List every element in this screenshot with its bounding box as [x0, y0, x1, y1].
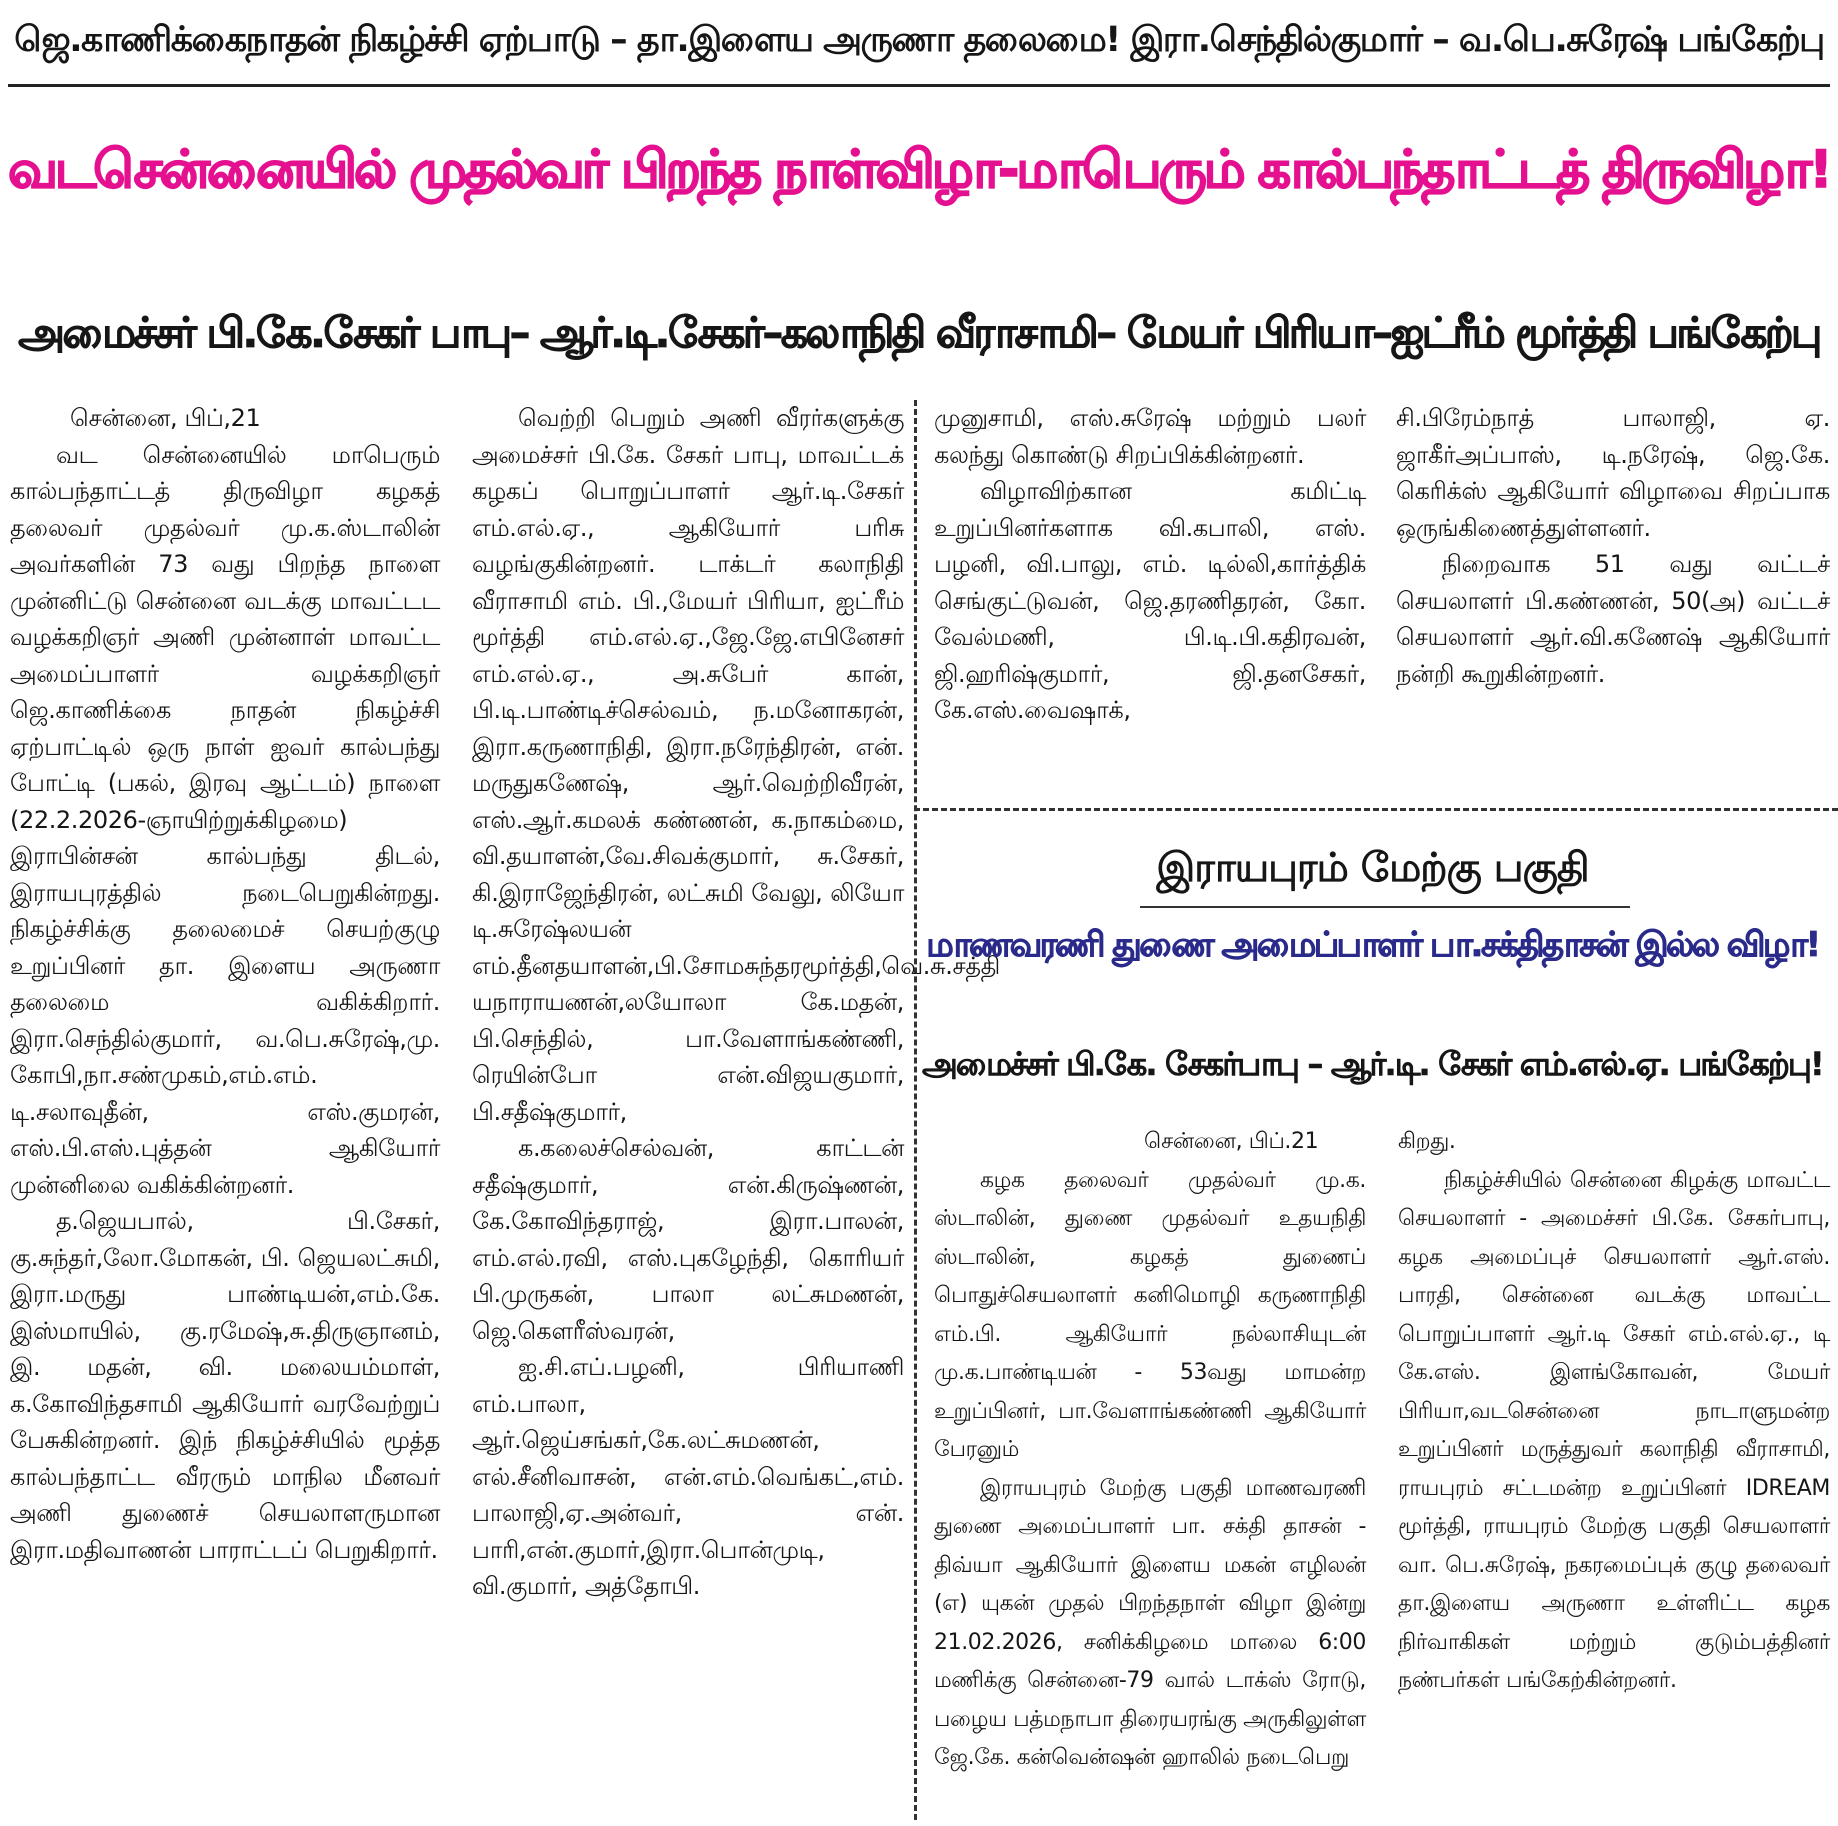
article2-column-2: [1398, 1123, 1830, 1701]
paragraph: முனுசாமி, எஸ்.சுரேஷ் மற்றும் பலர் கலந்து கொண்டு சிறப்பிக்கின்றனர்.: [934, 404, 1366, 469]
paragraph: த.ஜெயபால், பி.சேகர், கு.சுந்தர்,லோ.மோகன், பி. ஜெயலட்சுமி, இரா.மருது பாண்டியன்,எம்.கே. இஸ்மாயில், கு.ரமேஷ்,சு.திருஞானம், இ. மதன், வி. மலையம்மாள், க.கோவிந்தசாமி ஆகியோர் வரவேற்றுப் பேசுகின்றனர். இந் நிகழ்ச்சியில் மூத்த கால்பந்தாட்ட வீரரும் மாநில மீனவர் அணி துணைச் செயலாளருமான இரா.மதிவாணன் பாராட்டப் பெறுகிறார்.: [10, 1207, 440, 1564]
paragraph: விழாவிற்கான கமிட்டி உறுப்பினர்களாக வி.கபாலி, எஸ். பழனி, வி.பாலு, எம். டில்லி,கார்த்திக் செங்குட்டுவன், ஜெ.தரணிதரன், கோ. வேல்மணி, பி.டி.பி.கதிரவன், ஜி.ஹரிஷ்குமார், ஜி.தனசேகர், கே.எஸ்.வைஷாக்,: [934, 477, 1366, 724]
sub-headline: அமைச்சர் பி.கே.சேகர் பாபு– ஆர்.டி.சேகர்–கலாநிதி வீராசாமி– மேயர் பிரியா–ஐட்ரீம் மூர்த்தி பங்கேற்பு: [18, 308, 1820, 357]
paragraph: கழக தலைவர் முதல்வர் மு.க. ஸ்டாலின், துணை முதல்வர் உதயநிதி ஸ்டாலின், கழகத் துணைப் பொதுச்செயலாளர் கனிமொழி கருணாநிதி எம்.பி. ஆகியோர் நல்லாசியுடன் மு.க.பாண்டியன் - 53வது மாமன்ற உறுப்பினர், பா.வேளாங்கண்ணி ஆகியோர் பேரனும்: [934, 1167, 1366, 1462]
area-title: இராயபுரம் மேற்கு பகுதி: [1156, 845, 1589, 891]
top-rule: [8, 84, 1830, 87]
paragraph: க.கலைச்செல்வன், காட்டன் சதீஷ்குமார், என்.கிருஷ்ணன், கே.கோவிந்தராஜ், இரா.பாலன், எம்.எல்.ரவி, எஸ்.புகழேந்தி, கொரியர் பி.முருகன், பாலா லட்சுமணன், ஜெ.கௌரீஸ்வரன்,: [472, 1134, 904, 1345]
article1-column-3: [934, 400, 1366, 729]
paragraph: ஐ.சி.எப்.பழனி, பிரியாணி எம்.பாலா, ஆர்.ஜெய்சங்கர்,கே.லட்சுமணன், எல்.சீனிவாசன், என்.எம்.வெங்கட்,எம். பாலாஜி,ஏ.அன்வர், என். பாரி,என்.குமார்,இரா.பொன்முடி, வி.குமார், அத்தோபி.: [472, 1353, 904, 1600]
paragraph: சி.பிரேம்நாத் பாலாஜி, ஏ. ஜாகீர்அப்பாஸ், டி.நரேஷ், ஜெ.கே. கெரிக்ஸ் ஆகியோர் விழாவை சிறப்பாக ஒருங்கிணைத்துள்ளனர்.: [1396, 404, 1830, 542]
article1-column-4: [1396, 400, 1830, 692]
box-separator: [914, 808, 1838, 811]
paragraph: நிறைவாக 51 வது வட்டச் செயலாளர் பி.கண்ணன், 50(அ) வட்டச் செயலாளர் ஆர்.வி.கணேஷ் ஆகியோர் நன்றி கூறுகின்றனர்.: [1396, 550, 1830, 688]
article2-column-1: [934, 1123, 1366, 1778]
main-headline: வடசென்னையில் முதல்வர் பிறந்த நாள்விழா-மாபெரும் கால்பந்தாட்டத் திருவிழா!: [8, 140, 1830, 200]
paragraph: நிகழ்ச்சியில் சென்னை கிழக்கு மாவட்ட செயலாளர் - அமைச்சர் பி.கே. சேகர்பாபு, கழக அமைப்புச் செயலாளர் ஆர்.எஸ். பாரதி, சென்னை வடக்கு மாவட்ட பொறுப்பாளர் ஆர்.டி சேகர் எம்.எல்.ஏ., டி கே.எஸ். இளங்கோவன், மேயர் பிரியா,வடசென்னை நாடாளுமன்ற உறுப்பினர் மருத்துவர் கலாநிதி வீராசாமி, ராயபுரம் சட்டமன்ற உறுப்பினர் IDREAM மூர்த்தி, ராயபுரம் மேற்கு பகுதி செயலாளர் வா. பெ.சுரேஷ், நகரமைப்புக் குழு தலைவர் தா.இளைய அருணா உள்ளிட்ட கழக நிர்வாகிகள் மற்றும் குடும்பத்தினர் நண்பர்கள் பங்கேற்கின்றனர்.: [1398, 1167, 1830, 1693]
column-separator: [914, 400, 917, 1820]
paragraph: கிறது.: [1398, 1129, 1456, 1154]
paragraph: இராயபுரம் மேற்கு பகுதி மாணவரணி துணை அமைப்பாளர் பா. சக்தி தாசன் - திவ்யா ஆகியோர் இளைய மகன் எழிலன் (எ) யுகன் முதல் பிறந்தநாள் விழா இன்று 21.02.2026, சனிக்கிழமை மாலை 6:00 மணிக்கு சென்னை-79 வால் டாக்ஸ் ரோடு, பழைய பத்மநாபா திரையரங்கு அருகிலுள்ள ஜே.கே. கன்வென்ஷன் ஹாலில் நடைபெறு: [934, 1475, 1366, 1770]
box-sub-headline: அமைச்சர் பி.கே. சேகர்பாபு – ஆர்.டி. சேகர் எம்.எல்.ஏ. பங்கேற்பு!: [922, 1045, 1823, 1083]
top-kicker: ஜெ.காணிக்கைநாதன் நிகழ்ச்சி ஏற்பாடு – தா.இளைய அருணா தலைமை! இரா.செந்தில்குமார் – வ.பெ.சுரேஷ் பங்கேற்பு: [14, 20, 1824, 60]
article1-column-1: [10, 400, 440, 1568]
area-title-rule: [1140, 906, 1630, 908]
paragraph: வட சென்னையில் மாபெரும் கால்பந்தாட்டத் திருவிழா கழகத் தலைவர் முதல்வர் மு.க.ஸ்டாலின் அவர்களின் 73 வது பிறந்த நாளை முன்னிட்டு சென்னை வடக்கு மாவட்டட வழக்கறிஞர் அணி முன்னாள் மாவட்ட அமைப்பாளர் வழக்கறிஞர் ஜெ.காணிக்கை நாதன் நிகழ்ச்சி ஏற்பாட்டில் ஒரு நாள் ஐவர் கால்பந்து போட்டி (பகல், இரவு ஆட்டம்) நாளை (22.2.2026-ஞாயிற்றுக்கிழமை) இராபின்சன் கால்பந்து திடல், இராயபுரத்தில் நடைபெறுகின்றது. நிகழ்ச்சிக்கு தலைமைச் செயற்குழு உறுப்பினர் தா. இளைய அருணா தலைமை வகிக்கிறார். இரா.செந்தில்குமார், வ.பெ.சுரேஷ்,மு. கோபி,நா.சண்முகம்,எம்.எம். டி.சலாவுதீன், எஸ்.குமரன், எஸ்.பி.எஸ்.புத்தன் ஆகியோர் முன்னிலை வகிக்கின்றனர்.: [10, 440, 440, 1199]
dateline: சென்னை, பிப்,21: [70, 404, 261, 432]
box-headline: மாணவரணி துணை அமைப்பாளர் பா.சக்திதாசன் இல்ல விழா!: [926, 925, 1819, 965]
dateline: சென்னை, பிப்.21: [1144, 1129, 1319, 1154]
paragraph: வெற்றி பெறும் அணி வீரர்களுக்கு அமைச்சர் பி.கே. சேகர் பாபு, மாவட்டக் கழகப் பொறுப்பாளர் ஆர்.டி.சேகர் எம்.எல்.ஏ., ஆகியோர் பரிசு வழங்குகின்றனர். டாக்டர் கலாநிதி வீராசாமி எம். பி.,மேயர் பிரியா, ஐட்ரீம் மூர்த்தி எம்.எல்.ஏ.,ஜே.ஜே.எபினேசர் எம்.எல்.ஏ., அ.சுபேர் கான், பி.டி.பாண்டிச்செல்வம், ந.மனோகரன், இரா.கருணாநிதி, இரா.நரேந்திரன், என். மருதுகணேஷ், ஆர்.வெற்றிவீரன், எஸ்.ஆர்.கமலக் கண்ணன், க.நாகம்மை, வி.தயாளன்,வே.சிவக்குமார், சு.சேகர், கி.இராஜேந்திரன், லட்சுமி வேலு, லியோ டி.சுரேஷ்லயன் எம்.தீனதயாளன்,பி.சோமசுந்தரமூர்த்தி,வெ.சு.சத்தி யநாராயணன்,லயோலா கே.மதன், பி.செந்தில், பா.வேளாங்கண்ணி, ரெயின்போ என்.விஜயகுமார், பி.சதீஷ்குமார்,: [472, 404, 1000, 1126]
article1-column-2: [472, 400, 1000, 1605]
